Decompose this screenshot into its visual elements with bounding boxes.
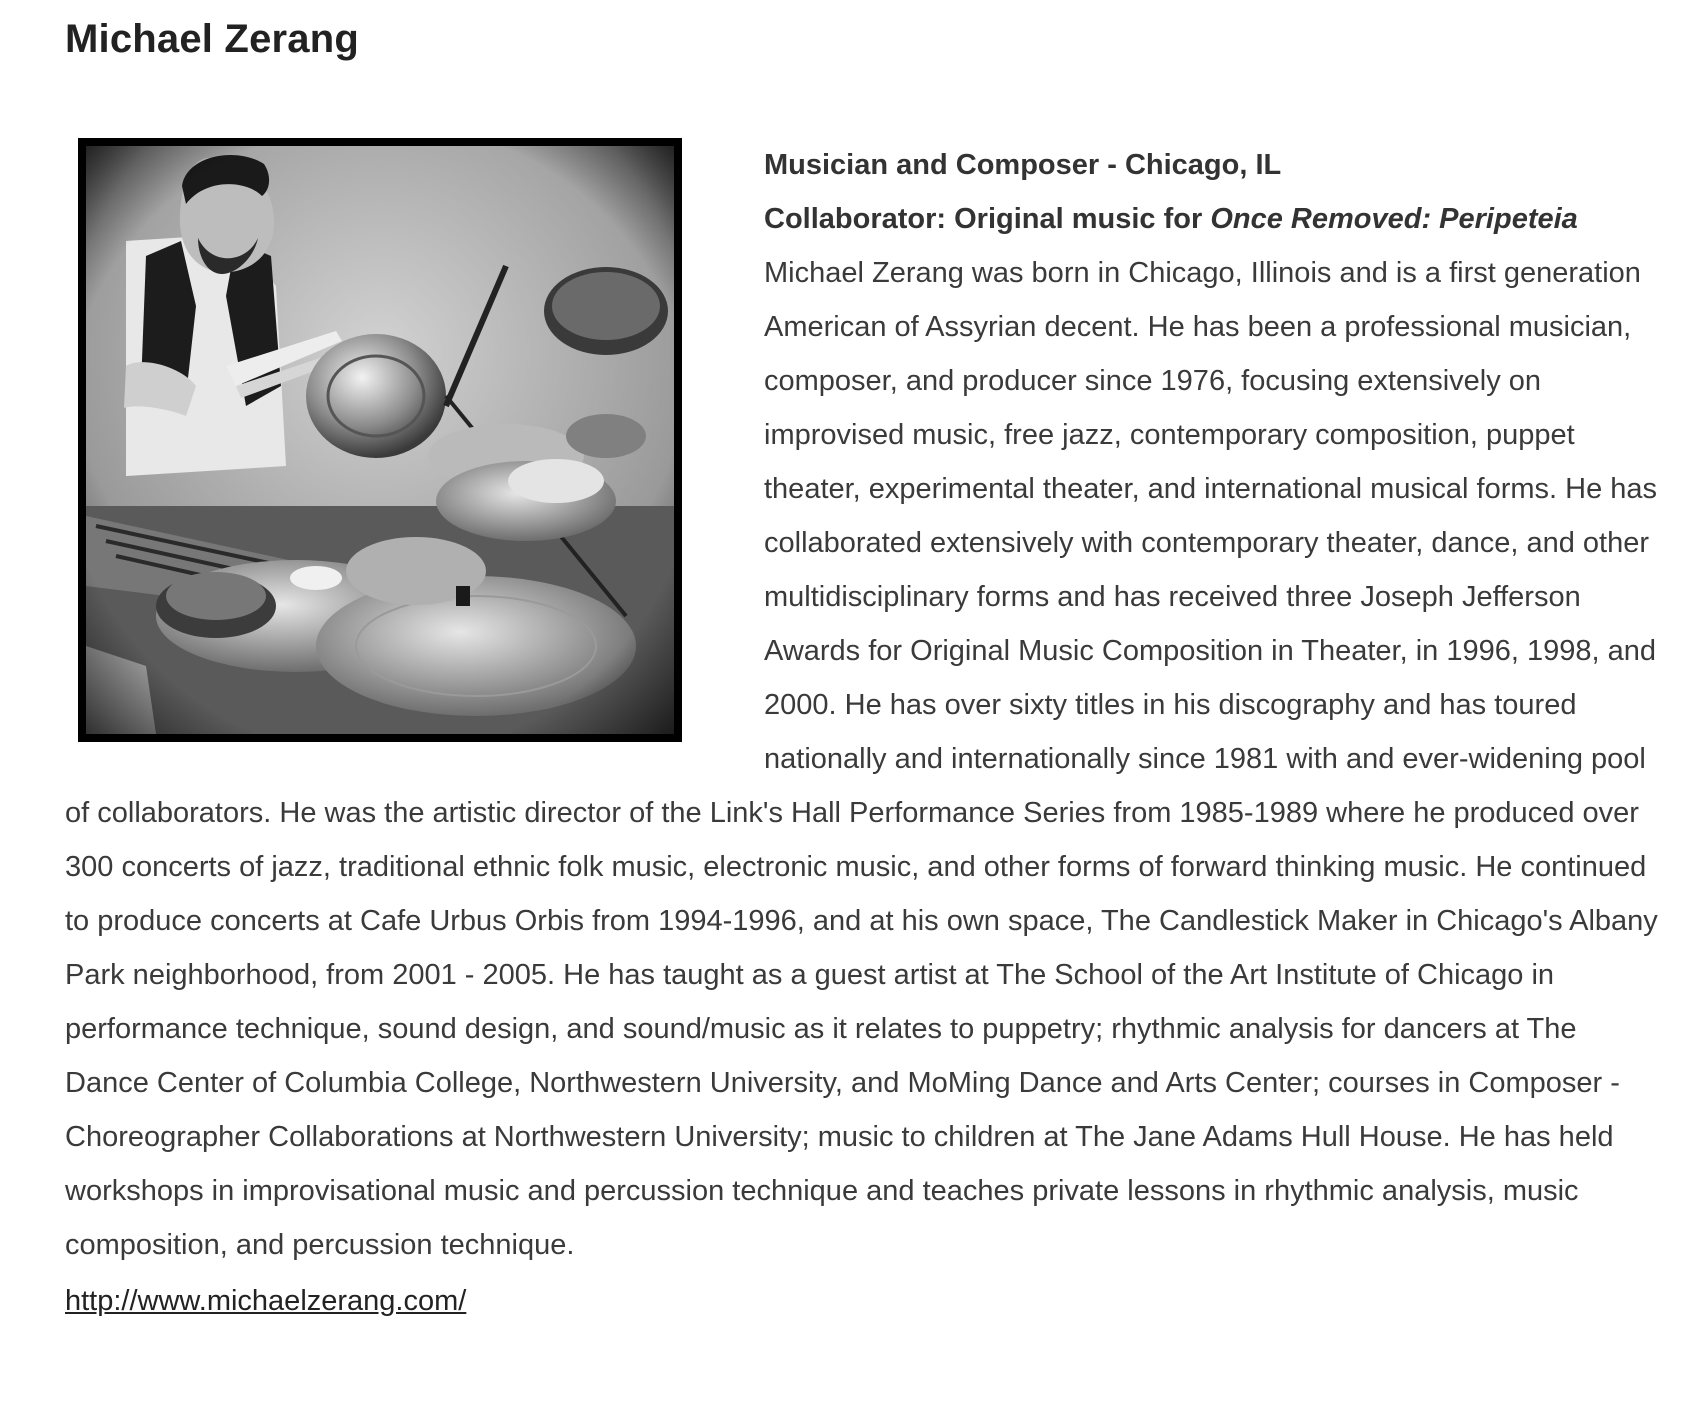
biography-text: Michael Zerang was born in Chicago, Illinois and is a first generation American of Assyrian decent. He has been a professional musician, composer, and producer since 1976, focusing extensively on improvised music, free jazz, contemporary composition, puppet theater, experimental theater, and international musical forms. He has collaborated extensively with contemporary theater, dance, and other multidisciplinary forms and has received three Joseph Jefferson Awards for Original Music Composition in Theater, in 1996, 1998, and 2000. He has over sixty titles in his discography and has toured nationally and internationally since 1981 with and ever-widening pool of collaborators. He was the artistic director of the Link's Hall Performance Series from 1985-1989 where he produced over 300 concerts of jazz, traditional ethnic folk music, electronic music, and other forms of forward thinking music. He continued to produce concerts at Cafe Urbus Orbis from 1994-1996, and at his own space, The Candlestick Maker in Chicago's Albany Park neighborhood, from 2001 - 2005. He has taught as a guest artist at The School of the Art Institute of Chicago in performance technique, sound design, and sound/music as it relates to puppetry; rhythmic analysis for dancers at The Dance Center of Columbia College, Northwestern University, and MoMing Dance and Arts Center; courses in Composer - Choreographer Collaborations at Northwestern University; music to children at The Jane Adams Hull House. He has held workshops in improvisational music and percussion technique and teaches private lessons in rhythmic analysis, music composition, and percussion technique. [65, 257, 1658, 1261]
collaborator-prefix: Collaborator: Original music for [764, 203, 1211, 235]
percussion-photo-illustration [86, 146, 674, 734]
role-line: Musician and Composer - Chicago, IL [764, 149, 1282, 181]
page-title: Michael Zerang [65, 17, 359, 61]
collaborator-work-title: Once Removed: Peripeteia [1210, 203, 1578, 235]
profile-content [65, 138, 1665, 1328]
artist-photo [78, 138, 682, 742]
website-link[interactable]: http://www.michaelzerang.com/ [65, 1285, 467, 1317]
